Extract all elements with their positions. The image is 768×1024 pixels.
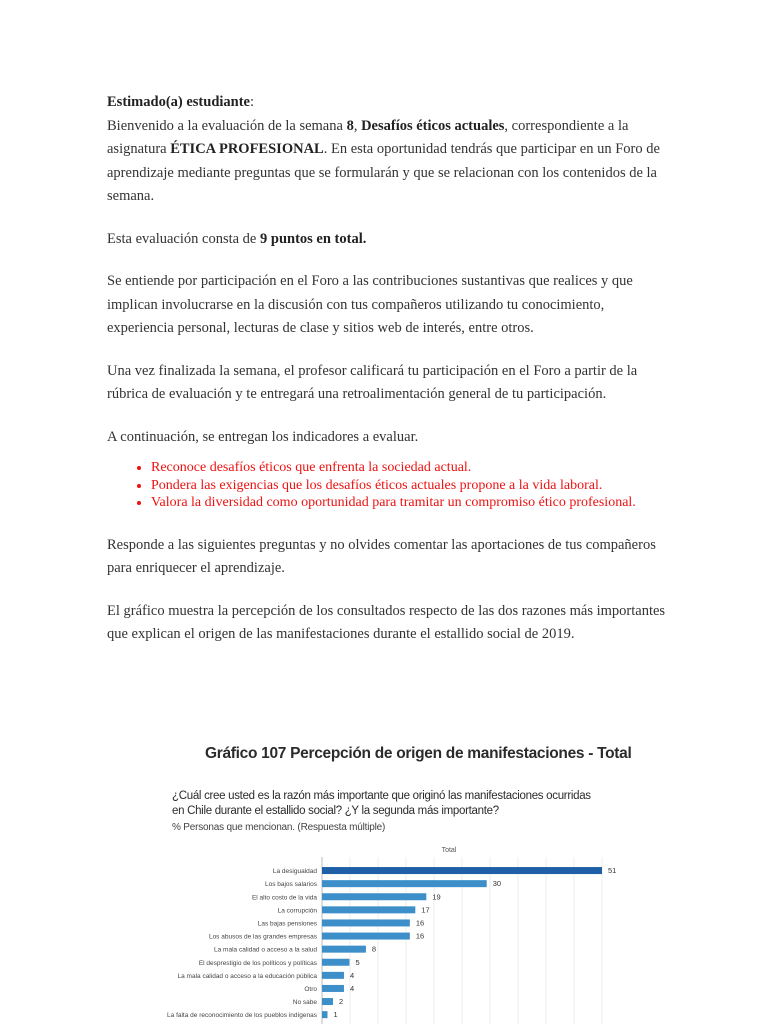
chart-bar — [322, 933, 410, 940]
chart-bar — [322, 867, 602, 874]
chart-bar — [322, 985, 344, 992]
chart-bar — [322, 959, 349, 966]
indicator-item: • Valora la diversidad como oportunidad para tramitar un compromiso ético profesional. — [151, 494, 667, 512]
chart-data-label: 30 — [492, 879, 502, 889]
chart-data-label: 51 — [608, 866, 617, 876]
chart-bar — [322, 946, 366, 953]
chart-title: Gráfico 107 Percepción de origen de manifestaciones - Total — [205, 745, 632, 762]
indicator-item: • Reconoce desafíos éticos que enfrenta la sociedad actual. — [151, 459, 667, 477]
assignment-text — [107, 91, 667, 647]
chart-data-label: 16 — [415, 918, 425, 928]
chart-data-label: 1 — [333, 1010, 338, 1020]
chart-bar — [322, 998, 333, 1005]
chart-category-label: Los bajos salarios — [264, 881, 317, 889]
chart-category-label: La desigualdad — [272, 868, 317, 876]
chart-data-label: 16 — [415, 931, 425, 941]
chart — [160, 745, 630, 1024]
chart-data-label: 8 — [371, 944, 377, 954]
chart-category-label: Las bajas pensiones — [257, 920, 317, 928]
chart-category-label: Los abusos de las grandes empresas — [208, 933, 317, 941]
greeting: Estimado(a) estudiante: — [107, 94, 255, 110]
chart-question: ¿Cuál cree usted es la razón más importante que originó las manifestaciones ocurridas en Chile durante el estallido social? ¿Y la segunda más importante? — [172, 790, 591, 817]
chart-data-label: 4 — [349, 983, 355, 993]
chart-category-label: El desprestigio de los políticos y políticas — [198, 959, 317, 967]
chart-bar — [322, 893, 426, 900]
indicators-intro: A continuación, se entregan los indicadores a evaluar. — [107, 428, 419, 445]
chart-subtitle: % Personas que mencionan. (Respuesta múltiple) — [172, 822, 386, 833]
chart-category-label: No sabe — [292, 999, 317, 1007]
chart-column-label: Total — [441, 847, 457, 854]
chart-category-label: Otro — [304, 985, 317, 993]
chart-intro-paragraph: El gráfico muestra la percepción de los consultados respecto de las dos razones más importantes que explican el origen de las manifestaciones durante el estallido social de 2019. — [107, 602, 666, 642]
participation-paragraph: Se entiende por participación en el Foro a las contribuciones sustantivas que realices y que implican involucrarse en la discusión con tus compañeros utilizando tu conocimiento, experiencia personal, lecturas de clase y sitios web de interés, entre otros. — [107, 273, 633, 336]
chart-category-label: La falta de reconocimiento de los pueblos indígenas — [167, 1012, 317, 1020]
chart-bar — [322, 1011, 327, 1018]
chart-category-label: La mala calidad o acceso a la salud — [214, 946, 317, 954]
indicator-list — [107, 459, 667, 512]
chart-category-label: La mala calidad o acceso a la educación pública — [177, 972, 317, 980]
score-paragraph: Esta evaluación consta de 9 puntos en total. — [107, 230, 367, 247]
chart-category-label: El alto costo de la vida — [251, 894, 317, 902]
chart-data-label: 4 — [349, 970, 355, 980]
chart-data-label: 17 — [421, 905, 430, 915]
chart-bar — [322, 906, 415, 913]
chart-plot — [160, 745, 630, 1024]
chart-data-label: 5 — [355, 957, 360, 967]
chart-bar — [322, 880, 487, 887]
chart-data-label: 2 — [338, 997, 344, 1007]
indicator-item: • Pondera las exigencias que los desafíos éticos actuales propone a la vida laboral. — [151, 477, 667, 495]
respond-paragraph: Responde a las siguientes preguntas y no olvides comentar las aportaciones de tus compañeros para enriquecer el aprendizaje. — [107, 536, 656, 576]
chart-category-label: La corrupción — [277, 907, 317, 915]
chart-bar — [322, 919, 410, 926]
chart-data-label: 19 — [432, 892, 441, 902]
grading-paragraph: Una vez finalizada la semana, el profesor calificará tu participación en el Foro a partir de la rúbrica de evaluación y te entregará una retroalimentación general de tu participación. — [107, 362, 638, 402]
chart-bar — [322, 972, 344, 979]
intro-paragraph: Bienvenido a la evaluación de la semana 8, Desafíos éticos actuales, correspondiente a la asignatura ÉTICA PROFESIONAL. En esta oportunidad tendrás que participar en un Foro de aprendizaje mediante preguntas que se formularán y que se relacionan con los contenidos de la semana. — [107, 117, 660, 204]
